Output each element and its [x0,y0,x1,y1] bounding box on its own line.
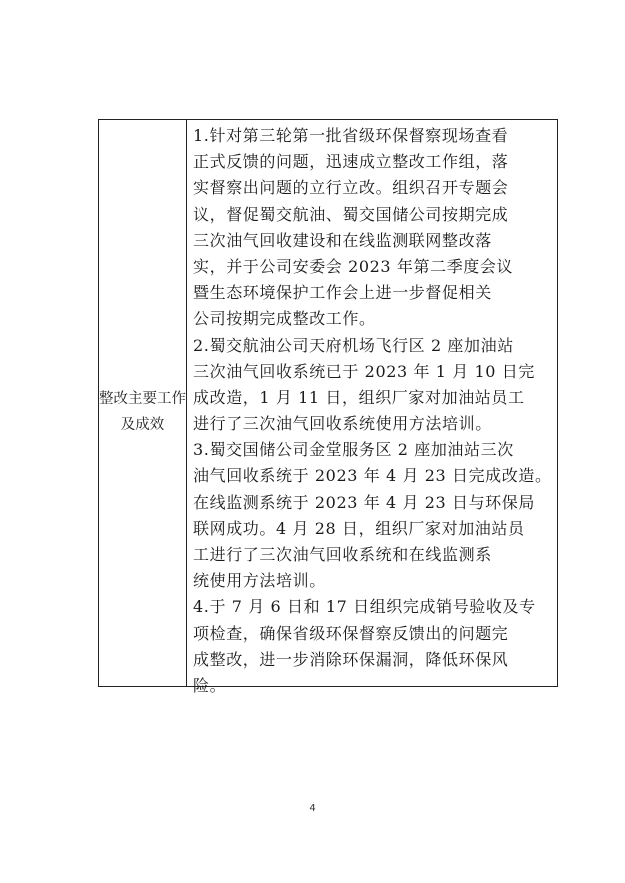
content-line: 统使用方法培训。 [193,571,326,591]
content-line: 项检查，确保省级环保督察反馈出的问题完 [193,623,509,643]
rectification-table [98,119,558,695]
content-line: 1.针对第三轮第一批省级环保督察现场查看 [193,126,509,145]
content-line: 进行了三次油气回收系统使用方法培训。 [193,414,492,434]
content-line: 实，并于公司安委会 2023 年第二季度会议 [193,256,514,276]
content-line: 议，督促蜀交航油、蜀交国储公司按期完成 [193,204,509,224]
content-line: 实督察出问题的立行立改。组织召开专题会 [193,178,509,198]
content-line: 2.蜀交航油公司天府机场飞行区 2 座加油站 [193,335,514,355]
content-line: 险。 [193,675,227,695]
content-line: 工进行了三次油气回收系统和在线监测系 [193,545,492,564]
content-line: 联网成功。4 月 28 日，组织厂家对加油站员 [193,518,525,538]
content-line: 正式反馈的问题，迅速成立整改工作组，落 [193,152,509,172]
content-line: 成改造，1 月 11 日，组织厂家对加油站员工 [193,387,525,407]
content-line: 成整改，进一步消除环保漏洞，降低环保风 [193,649,509,669]
page-number: 4 [309,803,316,814]
content-line: 在线监测系统于 2023 年 4 月 23 日与环保局 [193,492,535,512]
content-line: 三次油气回收系统已于 2023 年 1 月 10 日完 [193,361,535,381]
content-line: 暨生态环境保护工作会上进一步督促相关 [193,283,492,303]
content-line: 公司按期完成整改工作。 [193,309,376,329]
content-line: 3.蜀交国储公司金堂服务区 2 座加油站三次 [193,440,514,460]
content-line: 三次油气回收建设和在线监测联网整改落 [193,230,492,250]
row-label-line-1: 整改主要工作 [99,391,186,407]
content-line: 油气回收系统于 2023 年 4 月 23 日完成改造。 [193,466,552,486]
row-label-line-2: 及成效 [120,417,165,433]
content-line: 4.于 7 月 6 日和 17 日组织完成销号验收及专 [193,597,536,617]
row-label-cell [99,120,187,686]
row-content-cell [187,120,558,695]
